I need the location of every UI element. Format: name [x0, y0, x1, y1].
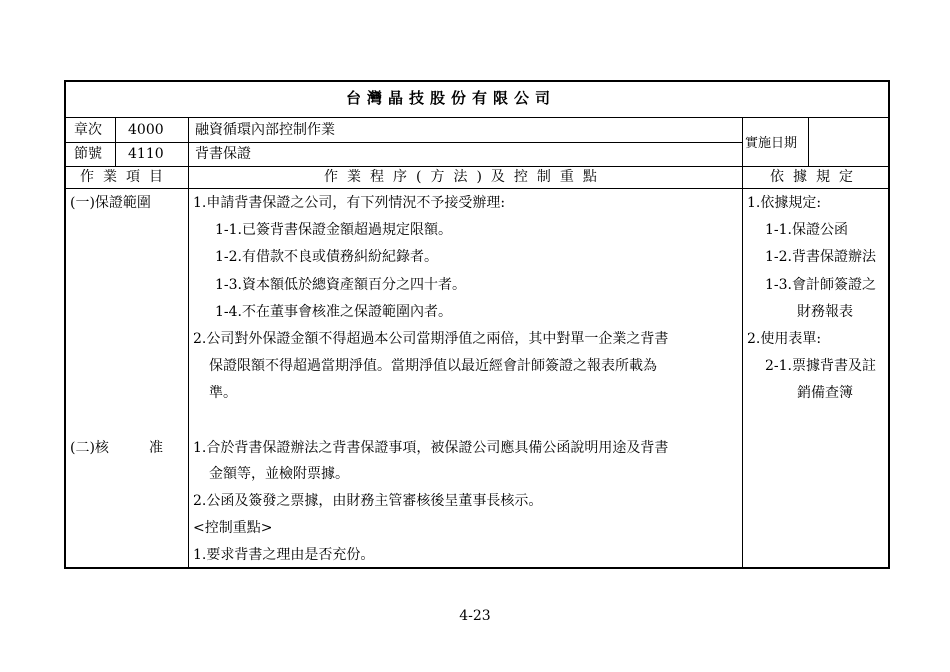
basis-line: 財務報表 — [797, 304, 853, 320]
rule-chapter-bottom — [64, 142, 742, 143]
item-approval-prefix: (二)核 — [70, 440, 109, 456]
procedure-line: 2.公函及簽發之票據，由財務主管審核後呈董事長核示。 — [193, 493, 543, 509]
procedure-line: 1.要求背書之理由是否充份。 — [193, 547, 375, 563]
rule-v-date — [808, 117, 809, 166]
basis-line: 1-3.會計師簽證之 — [765, 277, 876, 293]
chapter-number: 4000 — [128, 122, 164, 138]
rule-v-label — [115, 117, 116, 166]
basis-line: 1-2.背書保證辦法 — [765, 249, 876, 265]
item-approval-suffix: 准 — [149, 440, 163, 456]
impl-date-label: 實施日期 — [745, 136, 798, 151]
col-header-basis: 依據規定 — [770, 169, 862, 185]
basis-line: 1.依據規定: — [747, 195, 822, 211]
section-number: 4110 — [128, 146, 164, 162]
basis-line: 2.使用表單: — [747, 331, 822, 347]
chapter-name: 融資循環內部控制作業 — [195, 122, 335, 138]
procedure-line: 金額等，並檢附票據。 — [209, 466, 349, 482]
control-points-heading: <控制重點> — [193, 520, 273, 536]
section-name: 背書保證 — [195, 146, 251, 162]
procedure-line: 1-4.不在董事會核准之保證範圍內者。 — [215, 304, 452, 320]
procedure-line: 保證限額不得超過當期淨值。當期淨值以最近經會計師簽證之報表所載為 — [209, 358, 657, 374]
procedure-line: 2.公司對外保證金額不得超過本公司當期淨值之兩倍，其中對單一企業之背書 — [193, 331, 669, 347]
procedure-line: 1-3.資本額低於總資產額百分之四十者。 — [215, 277, 466, 293]
procedure-line: 1-2.有借款不良或債務糾紛紀錄者。 — [215, 249, 438, 265]
procedure-line: 1.合於背書保證辦法之背書保證事項，被保證公司應具備公函說明用途及背書 — [193, 440, 669, 456]
basis-line: 2-1.票據背書及註 — [765, 358, 876, 374]
rule-v-basis — [742, 117, 743, 569]
company-title: 台灣晶技股份有限公司 — [346, 89, 557, 107]
col-header-item: 作業項目 — [80, 169, 172, 185]
basis-line: 銷備查簿 — [797, 385, 853, 401]
procedure-line: 1.申請背書保證之公司，有下列情況不予接受辦理: — [193, 195, 506, 211]
procedure-line: 1-1.已簽背書保證金額超過規定限額。 — [215, 222, 452, 238]
chapter-label: 章次 — [74, 122, 102, 138]
section-label: 節號 — [74, 146, 102, 162]
procedure-line: 準。 — [209, 385, 237, 401]
page-number: 4-23 — [459, 608, 491, 624]
item-scope: (一)保證範圍 — [70, 195, 151, 211]
basis-line: 1-1.保證公函 — [765, 222, 848, 238]
col-header-procedure: 作業程序(方法)及控制重點 — [324, 169, 606, 185]
rule-v-number — [188, 117, 189, 569]
